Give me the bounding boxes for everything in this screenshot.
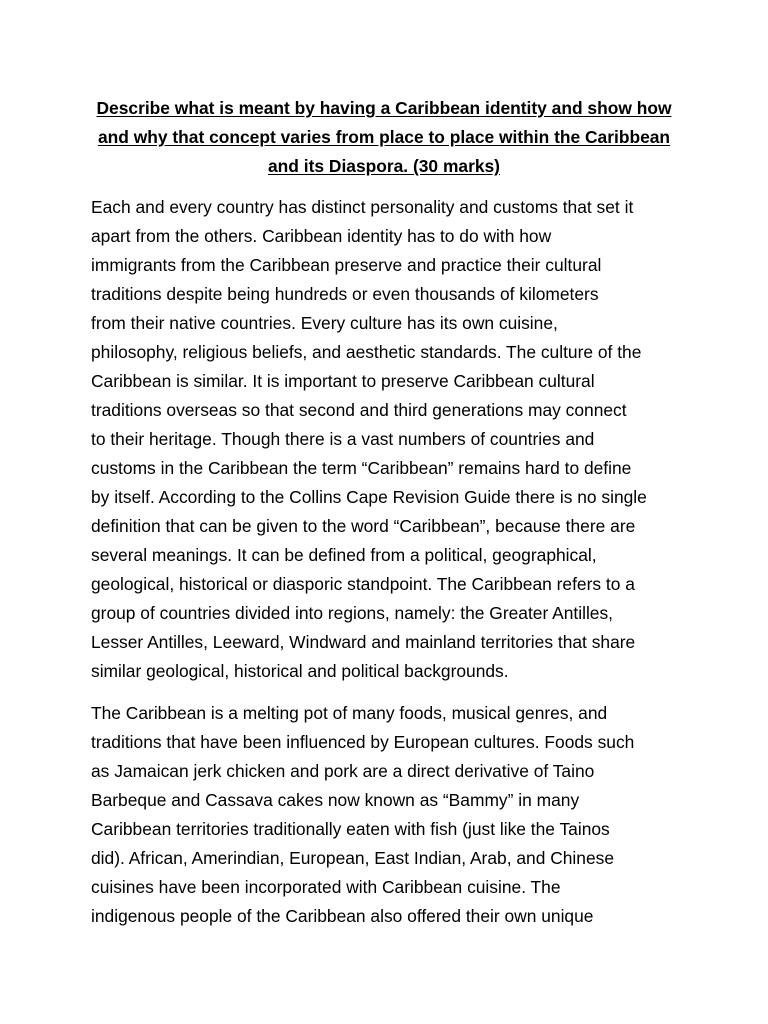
text-line: The Caribbean is a melting pot of many foods, musical genres, and — [91, 703, 608, 723]
text-line: cuisines have been incorporated with Caribbean cuisine. The — [91, 877, 561, 897]
heading-line: Describe what is meant by having a Caribbean identity and show how — [96, 98, 672, 118]
text-line: immigrants from the Caribbean preserve and practice their cultural — [91, 255, 602, 275]
text-line: traditions overseas so that second and third generations may connect — [91, 400, 627, 420]
text-line: Caribbean is similar. It is important to preserve Caribbean cultural — [91, 371, 595, 391]
heading-line: and its Diaspora. (30 marks) — [268, 156, 500, 176]
text-line: group of countries divided into regions, namely: the Greater Antilles, — [91, 603, 614, 623]
text-line: Each and every country has distinct personality and customs that set it — [91, 197, 634, 217]
text-line: geological, historical or diasporic standpoint. The Caribbean refers to a — [91, 574, 635, 594]
paragraph-1 — [91, 193, 691, 686]
text-line: did). African, Amerindian, European, East Indian, Arab, and Chinese — [91, 848, 615, 868]
text-line: from their native countries. Every culture has its own cuisine, — [91, 313, 558, 333]
paragraph-2 — [91, 699, 691, 931]
text-line: Lesser Antilles, Leeward, Windward and mainland territories that share — [91, 632, 636, 652]
text-line: Barbeque and Cassava cakes now known as “Bammy” in many — [91, 790, 580, 810]
text-line: indigenous people of the Caribbean also offered their own unique — [91, 906, 594, 926]
text-line: traditions that have been influenced by European cultures. Foods such — [91, 732, 635, 752]
text-line: customs in the Caribbean the term “Caribbean” remains hard to define — [91, 458, 632, 478]
text-line: Caribbean territories traditionally eaten with fish (just like the Tainos — [91, 819, 610, 839]
text-line: to their heritage. Though there is a vast numbers of countries and — [91, 429, 595, 449]
text-line: traditions despite being hundreds or even thousands of kilometers — [91, 284, 599, 304]
text-line: apart from the others. Caribbean identity has to do with how — [91, 226, 552, 246]
text-line: as Jamaican jerk chicken and pork are a direct derivative of Taino — [91, 761, 595, 781]
text-line: several meanings. It can be defined from a political, geographical, — [91, 545, 597, 565]
text-line: similar geological, historical and political backgrounds. — [91, 661, 509, 681]
text-line: by itself. According to the Collins Cape Revision Guide there is no single — [91, 487, 647, 507]
text-line: definition that can be given to the word “Caribbean”, because there are — [91, 516, 636, 536]
text-line: philosophy, religious beliefs, and aesthetic standards. The culture of the — [91, 342, 642, 362]
heading-line: and why that concept varies from place to place within the Caribbean — [97, 127, 671, 147]
document-heading — [70, 94, 698, 181]
